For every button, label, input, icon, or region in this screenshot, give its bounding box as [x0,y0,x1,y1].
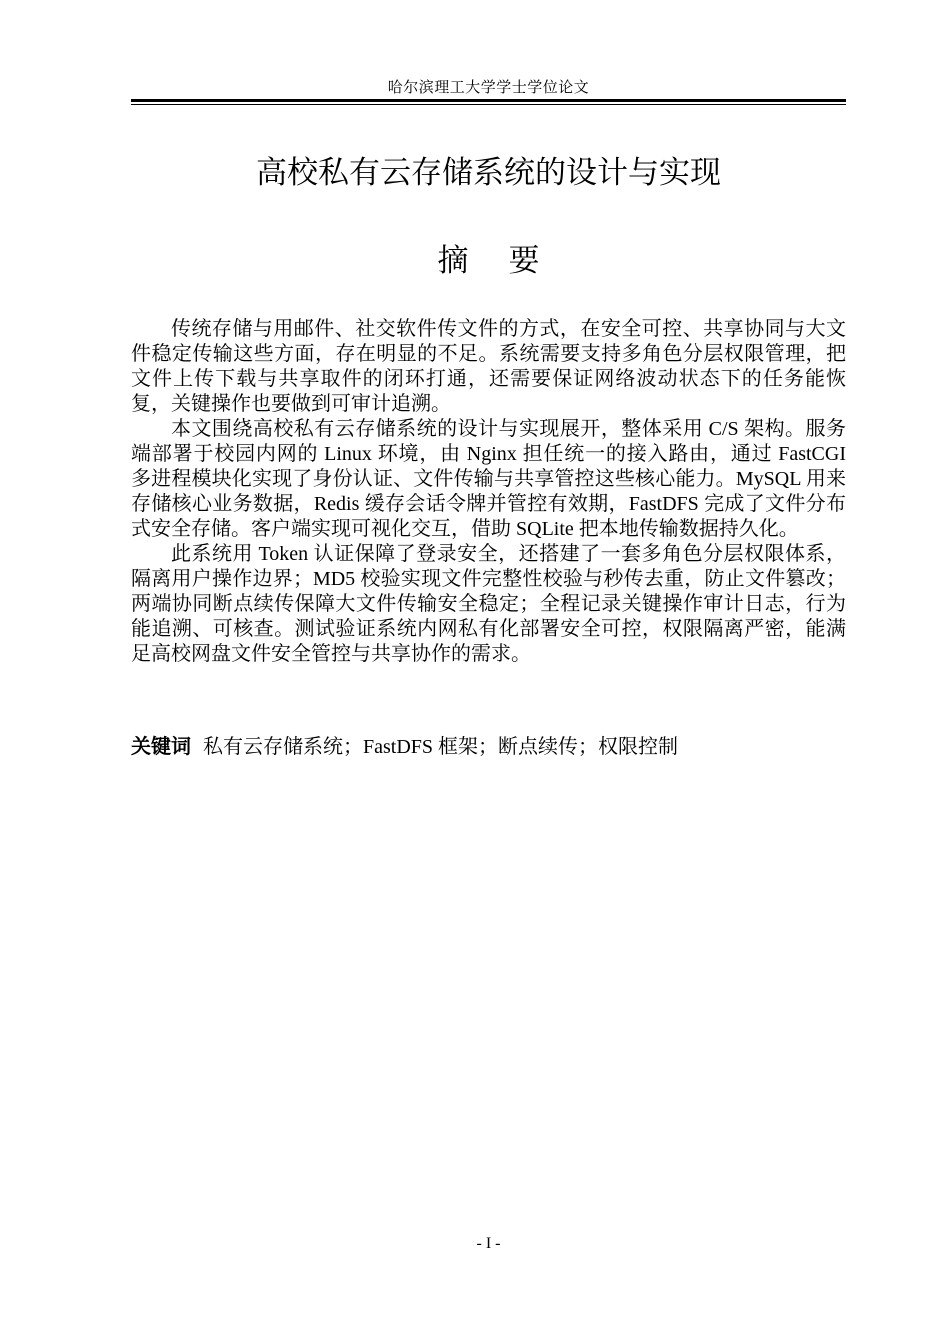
page-number: - I - [476,1235,501,1252]
header-rule-thin [131,104,846,105]
keywords-line [131,734,846,760]
thesis-title: 高校私有云存储系统的设计与实现 [256,155,721,191]
abstract-body [131,317,846,667]
abstract-paragraph-1: 传统存储与用邮件、社交软件传文件的方式，在安全可控、共享协同与大文件稳定传输这些方面，存在明显的不足。系统需要支持多角色分层权限管理，把文件上传下载与共享取件的闭环打通，还需要保证网络波动状态下的任务能恢复，关键操作也要做到可审计追溯。 [131,318,846,415]
abstract-heading [131,240,846,282]
abstract-paragraph-3: 此系统用 Token 认证保障了登录安全，还搭建了一套多角色分层权限体系，隔离用户操作边界；MD5 校验实现文件完整性校验与秒传去重，防止文件篡改；两端协同断点续传保障大文件传输安全稳定；全程记录关键操作审计日志，行为能追溯、可核查。测试验证系统内网私有化部署安全可控，权限隔离严密，能满足高校网盘文件安全管控与共享协作的需求。 [131,543,846,665]
abstract-heading-part2: 要 [508,243,540,279]
keywords-text: 私有云存储系统；FastDFS 框架；断点续传；权限控制 [203,736,679,758]
abstract-heading-part1: 摘 [437,243,469,279]
keywords-label: 关键词 [131,734,191,758]
running-header: 哈尔滨理工大学学士学位论文 [387,80,590,96]
abstract-paragraph-2: 本文围绕高校私有云存储系统的设计与实现展开，整体采用 C/S 架构。服务端部署于校园内网的 Linux 环境，由 Nginx 担任统一的接入路由，通过 FastCGI 多进程模块化实现了身份认证、文件传输与共享管控这些核心能力。MySQL 用来存储核心业务数据，Redis 缓存会话令牌并管控有效期，FastDFS 完成了文件分布式安全存储。客户端实现可视化交互，借助 SQLite 把本地传输数据持久化。 [131,418,846,540]
header-rule-thick [131,99,846,102]
